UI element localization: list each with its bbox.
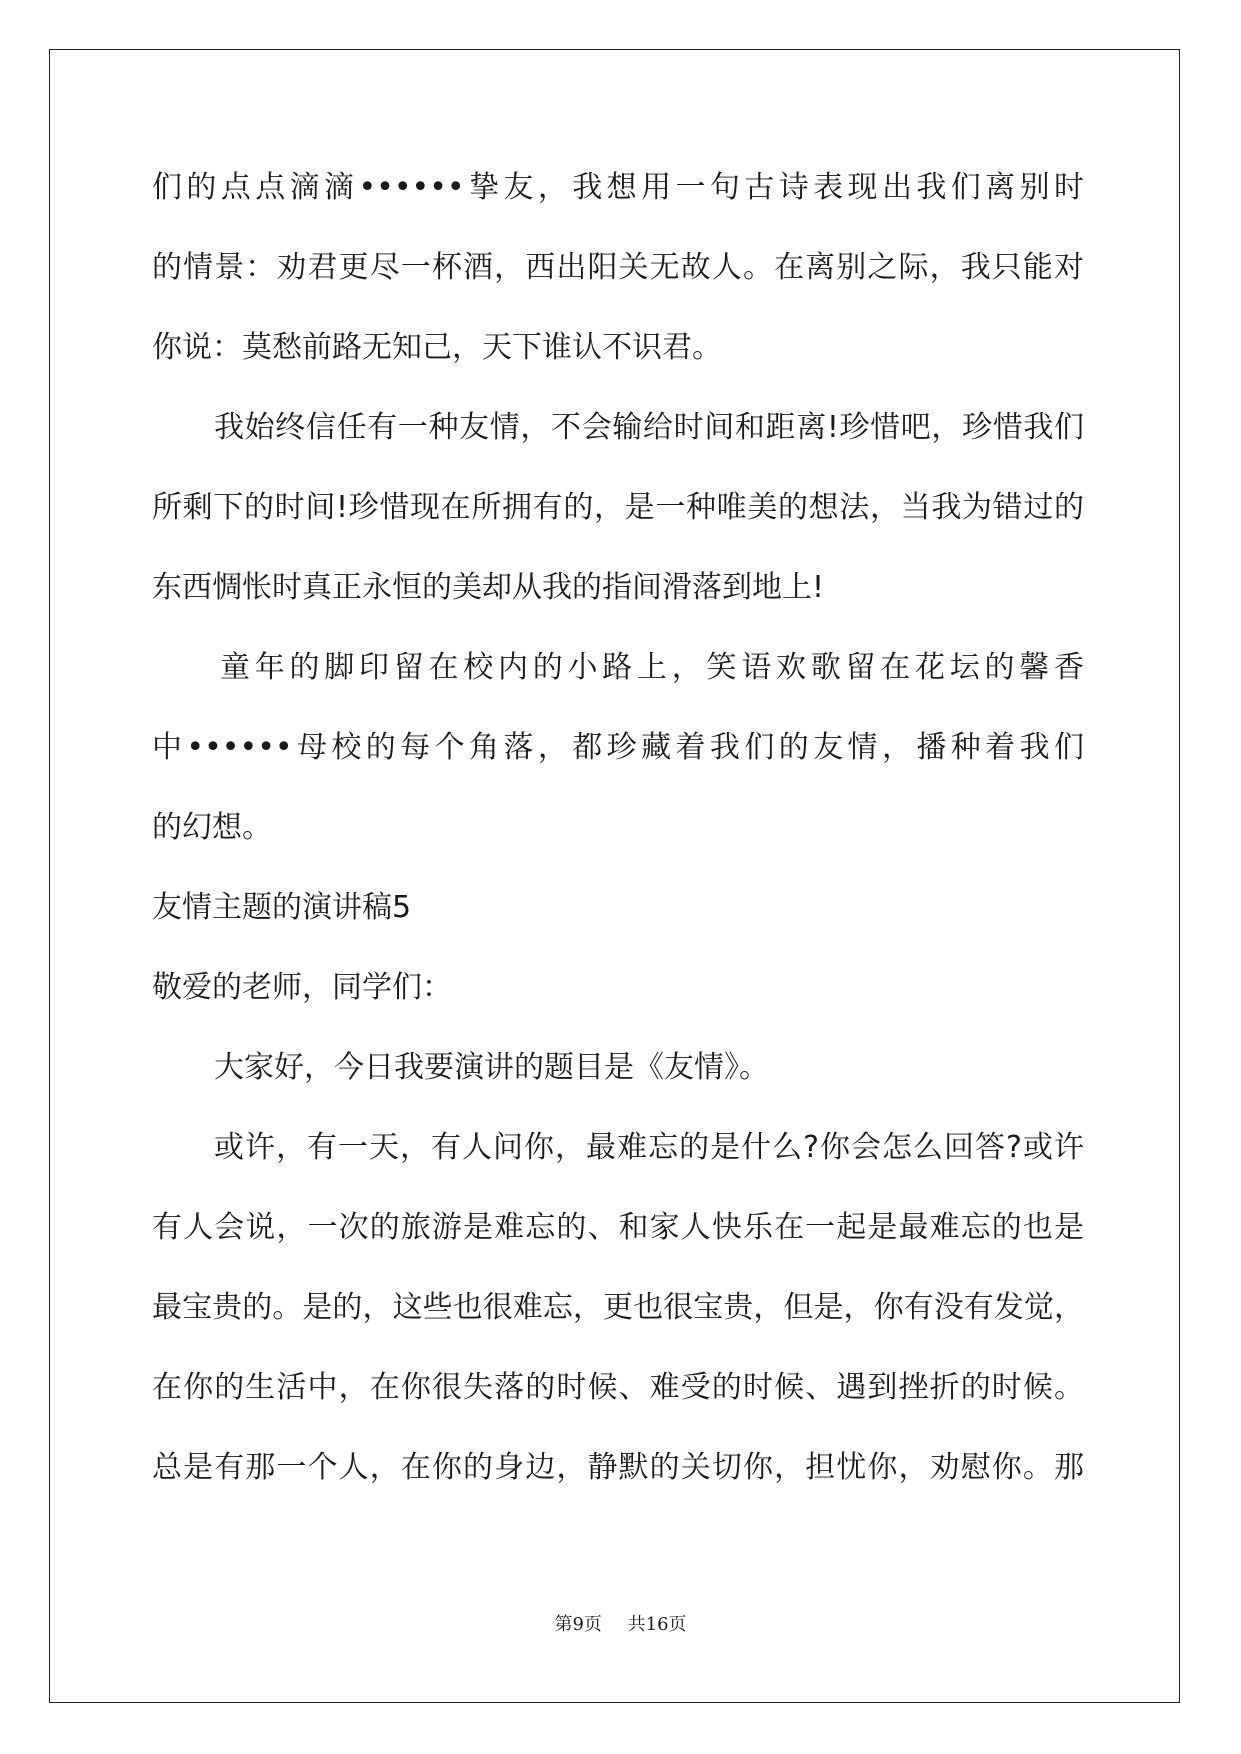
salutation: 敬爱的老师，同学们： — [152, 970, 452, 1005]
text-line: 们的点点滴滴••••••挚友，我想用一句古诗表现出我们离别时 — [152, 170, 1084, 205]
paragraph-first-line: 或许，有一天，有人问你，最难忘的是什么?你会怎么回答?或许 — [214, 1130, 1084, 1165]
text-line: 在你的生活中，在你很失落的时候、难受的时候、遇到挫折的时候。 — [152, 1370, 1084, 1405]
page-number: 第9页 — [554, 1614, 602, 1635]
text-line: 中••••••母校的每个角落，都珍藏着我们的友情，播种着我们 — [152, 730, 1084, 765]
paragraph-first-line: 我始终信任有一种友情，不会输给时间和距离!珍惜吧，珍惜我们 — [214, 410, 1084, 445]
text-line: 你说：莫愁前路无知己，天下谁认不识君。 — [152, 330, 722, 365]
text-line: 的情景：劝君更尽一杯酒，西出阳关无故人。在离别之际，我只能对 — [152, 250, 1084, 285]
text-line: 的幻想。 — [152, 810, 272, 845]
paragraph-first-line: 大家好，今日我要演讲的题目是《友情》。 — [214, 1050, 769, 1085]
section-title: 友情主题的演讲稿5 — [152, 890, 412, 925]
text-line: 所剩下的时间!珍惜现在所拥有的，是一种唯美的想法，当我为错过的 — [152, 490, 1084, 525]
text-line: 总是有那一个人，在你的身边，静默的关切你，担忧你，劝慰你。那 — [152, 1450, 1084, 1485]
paragraph-first-line: 童年的脚印留在校内的小路上，笑语欢歌留在花坛的馨香 — [220, 650, 1084, 685]
page-footer — [0, 1613, 1241, 1637]
text-line: 有人会说，一次的旅游是难忘的、和家人快乐在一起是最难忘的也是 — [152, 1210, 1084, 1245]
text-line: 东西惆怅时真正永恒的美却从我的指间滑落到地上! — [152, 570, 825, 605]
page-total: 共16页 — [627, 1614, 687, 1635]
text-line: 最宝贵的。是的，这些也很难忘，更也很宝贵，但是，你有没有发觉， — [152, 1290, 1084, 1325]
